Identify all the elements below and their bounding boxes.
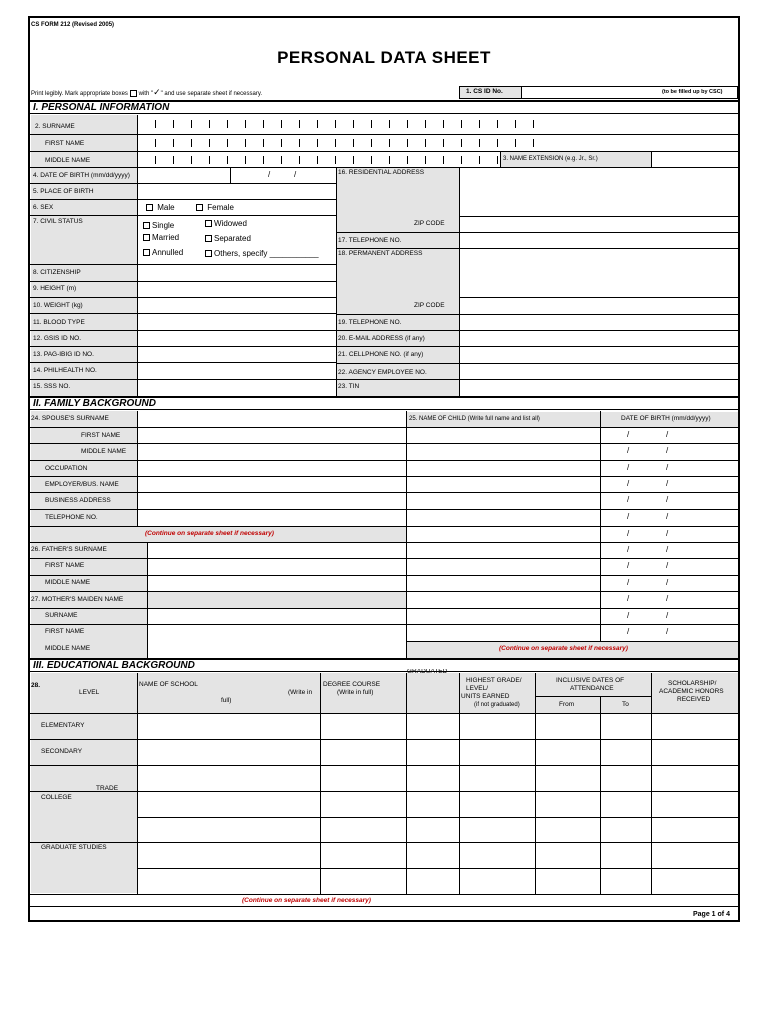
mother-first-name-input[interactable] (148, 625, 405, 641)
education-school-input[interactable] (138, 843, 320, 868)
char-box-tick (173, 120, 174, 128)
continue-note: (Continue on separate sheet if necessary) (499, 645, 628, 652)
name-extension-input[interactable] (652, 152, 738, 167)
dob-separator: / (627, 479, 630, 488)
char-box-tick (227, 139, 228, 147)
mother-middle-name-label: MIDDLE NAME (45, 645, 91, 652)
dob-separator: / (627, 512, 630, 521)
dob-separator: / (627, 495, 630, 504)
telephone-label: 19. TELEPHONE NO. (338, 319, 402, 326)
civil-single-option[interactable]: Single (143, 222, 174, 230)
char-box-tick (299, 156, 300, 164)
spouse-surname-label: 24. SPOUSE'S SURNAME (31, 415, 109, 422)
page-title: PERSONAL DATA SHEET (277, 48, 491, 67)
dob-separator: / (666, 578, 669, 587)
char-box-tick (335, 156, 336, 164)
education-degree-input[interactable] (321, 766, 406, 791)
child-dob-input[interactable] (601, 543, 738, 558)
dob-separator: / (666, 479, 669, 488)
char-box-tick (335, 139, 336, 147)
education-highest-grade-input[interactable] (460, 740, 535, 765)
char-box-tick (425, 156, 426, 164)
dob-separator: / (627, 561, 630, 570)
education-highest-grade-input[interactable] (460, 818, 535, 842)
child-name-input[interactable] (407, 576, 599, 591)
checkbox-icon[interactable] (143, 222, 150, 229)
char-box-tick (407, 120, 408, 128)
char-box-tick (209, 139, 210, 147)
occupation-label: OCCUPATION (45, 465, 88, 472)
from-header: From (559, 701, 575, 708)
education-school-input[interactable] (138, 766, 320, 791)
education-year-graduated-input[interactable] (407, 792, 459, 817)
highest-grade-header: HIGHEST GRADE/ (466, 677, 522, 684)
char-box-tick (281, 156, 282, 164)
first-name-input[interactable] (138, 135, 538, 151)
education-school-input[interactable] (138, 818, 320, 842)
education-year-graduated-input[interactable] (407, 714, 459, 739)
education-degree-input[interactable] (321, 869, 406, 894)
mother-middle-name-input[interactable] (148, 642, 405, 657)
spouse-first-name-input[interactable] (138, 428, 405, 443)
year-graduated-header: GRADUATED (407, 669, 448, 674)
height-label: 9. HEIGHT (m) (33, 285, 77, 292)
occupation-input[interactable] (138, 461, 405, 476)
residential-telephone-input[interactable] (460, 233, 738, 248)
highest-grade-header: UNITS EARNED (461, 693, 510, 700)
checkbox-icon[interactable] (143, 234, 150, 241)
child-name-input[interactable] (407, 592, 599, 608)
child-name-input[interactable] (407, 559, 599, 575)
children-header: 25. NAME OF CHILD (Write full name and list all) (409, 416, 540, 422)
permanent-zip-input[interactable] (460, 298, 738, 314)
section-educational-background: III. EDUCATIONAL BACKGROUND (30, 658, 738, 672)
char-box-tick (263, 139, 264, 147)
char-box-tick (317, 120, 318, 128)
highest-grade-header: LEVEL/ (466, 685, 489, 692)
sss-input[interactable] (138, 380, 335, 395)
sex-male-option[interactable]: Male (146, 204, 175, 212)
dob-separator: / (666, 446, 669, 455)
education-from-date-input[interactable] (536, 818, 600, 842)
continue-note: (Continue on separate sheet if necessary) (242, 897, 371, 904)
dob-separator: / (666, 430, 669, 439)
pagibig-input[interactable] (138, 347, 335, 362)
cs-id-note: (to be filled up by CSC) (662, 89, 723, 95)
char-box-tick (209, 120, 210, 128)
char-box-tick (461, 156, 462, 164)
tin-input[interactable] (460, 380, 738, 395)
education-to-date-input[interactable] (601, 714, 651, 739)
child-dob-input[interactable] (601, 493, 738, 509)
father-surname-label: 26. FATHER'S SURNAME (31, 546, 107, 553)
char-box-tick (155, 156, 156, 164)
char-box-tick (353, 156, 354, 164)
char-box-tick (461, 139, 462, 147)
civil-separated-option[interactable]: Separated (205, 235, 251, 243)
child-dob-input[interactable] (601, 444, 738, 460)
education-highest-grade-input[interactable] (460, 714, 535, 739)
char-box-tick (263, 120, 264, 128)
school-header-note: (Write in (288, 689, 313, 696)
dob-separator: / (627, 529, 630, 538)
char-box-tick (245, 120, 246, 128)
civil-married-option[interactable]: Married (143, 234, 179, 242)
civil-others-option[interactable]: Others, specify ___________ (205, 250, 319, 258)
checkbox-icon[interactable] (205, 235, 212, 242)
education-scholarship-input[interactable] (652, 714, 738, 739)
spouse-surname-input[interactable] (138, 412, 405, 427)
to-header: To (622, 701, 629, 708)
char-box-tick (479, 139, 480, 147)
school-header: NAME OF SCHOOL (139, 681, 198, 688)
education-degree-input[interactable] (321, 843, 406, 868)
email-input[interactable] (460, 331, 738, 346)
char-box-tick (281, 120, 282, 128)
dob-separator: / (627, 627, 630, 636)
char-box-tick (425, 120, 426, 128)
char-box-tick (533, 120, 534, 128)
education-degree-input[interactable] (321, 740, 406, 765)
cs-id-label: 1. CS ID No. (466, 88, 503, 95)
char-box-tick (191, 120, 192, 128)
inclusive-dates-header: ATTENDANCE (570, 685, 614, 692)
pob-label: 5. PLACE OF BIRTH (33, 188, 94, 195)
education-from-date-input[interactable] (536, 766, 600, 791)
education-scholarship-input[interactable] (652, 869, 738, 894)
checkmark-icon: ✓ (153, 87, 161, 97)
education-school-input[interactable] (138, 714, 320, 739)
education-year-graduated-input[interactable] (407, 869, 459, 894)
child-dob-input[interactable] (601, 510, 738, 526)
dob-separator: / (666, 545, 669, 554)
char-box-tick (209, 156, 210, 164)
permanent-address-input[interactable] (460, 249, 738, 297)
char-box-tick (281, 139, 282, 147)
child-name-input[interactable] (407, 428, 599, 443)
char-box-tick (263, 156, 264, 164)
mother-maiden-name-label: 27. MOTHER'S MAIDEN NAME (31, 596, 124, 603)
dob-separator: / (627, 463, 630, 472)
permanent-address-label: 18. PERMANENT ADDRESS (338, 250, 423, 257)
child-dob-input[interactable] (601, 609, 738, 624)
residential-zip-input[interactable] (460, 217, 738, 232)
section-family-background: II. FAMILY BACKGROUND (30, 396, 738, 410)
sex-label: 6. SEX (33, 204, 54, 211)
char-box-tick (371, 120, 372, 128)
surname-label: 2. SURNAME (35, 123, 75, 130)
zip-code-label: ZIP CODE (414, 220, 445, 227)
section-personal-information: I. PERSONAL INFORMATION (30, 100, 738, 114)
child-dob-header: DATE OF BIRTH (mm/dd/yyyy) (621, 415, 711, 422)
spouse-telephone-label: TELEPHONE NO. (45, 514, 98, 521)
telephone-label: 17. TELEPHONE NO. (338, 237, 402, 244)
education-highest-grade-input[interactable] (460, 843, 535, 868)
mother-surname-input[interactable] (148, 609, 405, 624)
education-scholarship-input[interactable] (652, 740, 738, 765)
philhealth-input[interactable] (138, 363, 335, 379)
civil-annulled-option[interactable]: Annulled (143, 249, 183, 257)
philhealth-label: 14. PHILHEALTH NO. (33, 367, 97, 374)
char-box-tick (479, 156, 480, 164)
highest-grade-header-note: (if not graduated) (474, 702, 520, 708)
child-name-input[interactable] (407, 609, 599, 624)
child-dob-input[interactable] (601, 625, 738, 641)
child-dob-input[interactable] (601, 559, 738, 575)
char-box-tick (245, 139, 246, 147)
cellphone-input[interactable] (460, 347, 738, 363)
char-box-tick (515, 120, 516, 128)
sex-female-option[interactable]: Female (196, 204, 234, 212)
education-scholarship-input[interactable] (652, 766, 738, 791)
char-box-tick (389, 139, 390, 147)
first-name-label: FIRST NAME (45, 140, 85, 147)
char-box-tick (443, 120, 444, 128)
char-box-tick (227, 120, 228, 128)
dob-separator: / (666, 463, 669, 472)
char-box-tick (461, 120, 462, 128)
dob-separator: / (666, 495, 669, 504)
agency-employee-no-label: 22. AGENCY EMPLOYEE NO. (338, 369, 427, 376)
char-box-tick (443, 139, 444, 147)
education-to-date-input[interactable] (601, 766, 651, 791)
education-year-graduated-input[interactable] (407, 843, 459, 868)
education-year-graduated-input[interactable] (407, 766, 459, 791)
dob-separator: / (666, 512, 669, 521)
zip-code-label: ZIP CODE (414, 302, 445, 309)
checkbox-icon[interactable] (205, 250, 212, 257)
education-year-graduated-input[interactable] (407, 740, 459, 765)
char-box-tick (191, 156, 192, 164)
char-box-tick (389, 120, 390, 128)
dob-separator: / (666, 529, 669, 538)
father-surname-input[interactable] (148, 543, 405, 558)
child-name-input[interactable] (407, 461, 599, 476)
mother-surname-label: SURNAME (45, 612, 78, 619)
char-box-tick (497, 139, 498, 147)
education-scholarship-input[interactable] (652, 818, 738, 842)
citizenship-input[interactable] (138, 265, 335, 281)
char-box-tick (353, 139, 354, 147)
level-college: COLLEGE (41, 794, 72, 801)
pob-input[interactable] (138, 184, 335, 199)
char-box-tick (479, 120, 480, 128)
sss-label: 15. SSS NO. (33, 383, 71, 390)
char-box-tick (515, 139, 516, 147)
dob-separator: / (666, 561, 669, 570)
education-to-date-input[interactable] (601, 792, 651, 817)
child-dob-input[interactable] (601, 576, 738, 591)
char-box-tick (299, 139, 300, 147)
child-name-input[interactable] (407, 625, 599, 641)
level-secondary: SECONDARY (41, 748, 83, 755)
education-highest-grade-input[interactable] (460, 792, 535, 817)
permanent-telephone-input[interactable] (460, 315, 738, 330)
dob-separator: / (268, 170, 271, 179)
degree-header: DEGREE COURSE (323, 681, 381, 688)
school-header-note: full) (221, 697, 232, 704)
dob-separator: / (627, 611, 630, 620)
education-year-graduated-input[interactable] (407, 818, 459, 842)
child-name-input[interactable] (407, 510, 599, 526)
education-to-date-input[interactable] (601, 869, 651, 894)
instructions: Print legibly. Mark appropriate boxes with "✓" and use separate sheet if necessary. (31, 87, 263, 97)
char-box-tick (407, 139, 408, 147)
item-28-label: 28. (31, 682, 41, 689)
father-middle-name-label: MIDDLE NAME (45, 579, 91, 586)
blood-type-input[interactable] (138, 314, 335, 330)
checkbox-icon[interactable] (205, 220, 212, 227)
education-from-date-input[interactable] (536, 869, 600, 894)
child-name-input[interactable] (407, 477, 599, 492)
name-extension-label: 3. NAME EXTENSION (e.g. Jr., Sr.) (503, 156, 598, 162)
child-dob-input[interactable] (601, 428, 738, 443)
level-trade: TRADE (96, 785, 119, 792)
level-elementary: ELEMENTARY (41, 722, 85, 729)
child-dob-input[interactable] (601, 477, 738, 492)
char-box-tick (317, 156, 318, 164)
char-box-tick (497, 156, 498, 164)
employer-label: EMPLOYER/BUS. NAME (45, 481, 119, 488)
dob-separator: / (627, 430, 630, 439)
dob-separator: / (627, 578, 630, 587)
education-school-input[interactable] (138, 792, 320, 817)
education-from-date-input[interactable] (536, 792, 600, 817)
email-label: 20. E-MAIL ADDRESS (if any) (338, 335, 425, 342)
char-box-tick (173, 156, 174, 164)
residential-address-label: 16. RESIDENTIAL ADDRESS (338, 169, 425, 176)
dob-separator: / (627, 446, 630, 455)
continue-note: (Continue on separate sheet if necessary) (145, 530, 274, 537)
child-dob-input[interactable] (601, 527, 738, 542)
char-box-tick (443, 156, 444, 164)
education-to-date-input[interactable] (601, 818, 651, 842)
height-input[interactable] (138, 282, 335, 297)
char-box-tick (317, 139, 318, 147)
spouse-telephone-input[interactable] (138, 510, 405, 525)
mother-first-name-label: FIRST NAME (45, 628, 85, 635)
scholarship-header: SCHOLARSHIP/ (668, 680, 717, 687)
weight-input[interactable] (138, 298, 335, 313)
checkbox-icon[interactable] (196, 204, 203, 211)
level-graduate-studies: GRADUATE STUDIES (41, 844, 107, 851)
char-box-tick (353, 120, 354, 128)
employer-input[interactable] (138, 477, 405, 492)
level-header: LEVEL (79, 689, 100, 696)
education-degree-input[interactable] (321, 714, 406, 739)
child-name-input[interactable] (407, 444, 599, 460)
education-highest-grade-input[interactable] (460, 869, 535, 894)
father-middle-name-input[interactable] (148, 575, 405, 591)
middle-name-input[interactable] (138, 152, 498, 167)
gsis-label: 12. GSIS ID NO. (33, 335, 82, 342)
char-box-tick (497, 120, 498, 128)
child-name-input[interactable] (407, 543, 599, 558)
child-dob-input[interactable] (601, 592, 738, 608)
checkbox-icon[interactable] (143, 249, 150, 256)
inclusive-dates-header: INCLUSIVE DATES OF (556, 677, 625, 684)
education-from-date-input[interactable] (536, 843, 600, 868)
residential-address-input[interactable] (460, 168, 738, 216)
weight-label: 10. WEIGHT (kg) (33, 302, 83, 309)
spouse-middle-name-input[interactable] (138, 444, 405, 460)
char-box-tick (173, 139, 174, 147)
civil-status-label: 7. CIVIL STATUS (33, 218, 83, 225)
dob-label: 4. DATE OF BIRTH (mm/dd/yyyy) (33, 172, 130, 179)
char-box-tick (533, 139, 534, 147)
char-box-tick (389, 156, 390, 164)
form-code: CS FORM 212 (Revised 2005) (31, 22, 115, 28)
child-dob-input[interactable] (601, 461, 738, 476)
business-address-label: BUSINESS ADDRESS (45, 497, 111, 504)
char-box-tick (227, 156, 228, 164)
education-from-date-input[interactable] (536, 740, 600, 765)
father-first-name-input[interactable] (148, 559, 405, 574)
dob-separator: / (666, 611, 669, 620)
cellphone-label: 21. CELLPHONE NO. (if any) (338, 351, 424, 358)
education-degree-input[interactable] (321, 792, 406, 817)
dob-input[interactable] (231, 168, 335, 183)
spouse-middle-name-label: MIDDLE NAME (81, 448, 127, 455)
char-box-tick (407, 156, 408, 164)
dob-separator: / (666, 594, 669, 603)
char-box-tick (371, 139, 372, 147)
blood-type-label: 11. BLOOD TYPE (33, 319, 85, 326)
child-name-input[interactable] (407, 527, 599, 542)
char-box-tick (371, 156, 372, 164)
dob-separator: / (627, 545, 630, 554)
education-school-input[interactable] (138, 740, 320, 765)
char-box-tick (191, 139, 192, 147)
father-first-name-label: FIRST NAME (45, 562, 85, 569)
education-scholarship-input[interactable] (652, 792, 738, 817)
checkbox-icon[interactable] (146, 204, 153, 211)
middle-name-label: MIDDLE NAME (45, 157, 91, 164)
education-school-input[interactable] (138, 869, 320, 894)
surname-input[interactable] (138, 116, 538, 134)
agency-employee-no-input[interactable] (460, 364, 738, 379)
dob-separator: / (666, 627, 669, 636)
education-from-date-input[interactable] (536, 714, 600, 739)
char-box-tick (425, 139, 426, 147)
citizenship-label: 8. CITIZENSHIP (33, 269, 81, 276)
char-box-tick (335, 120, 336, 128)
education-degree-input[interactable] (321, 818, 406, 842)
spouse-first-name-label: FIRST NAME (81, 432, 121, 439)
char-box-tick (299, 120, 300, 128)
char-box-tick (155, 139, 156, 147)
dob-separator: / (627, 594, 630, 603)
education-to-date-input[interactable] (601, 843, 651, 868)
degree-header-note: (Write in full) (337, 689, 374, 696)
education-to-date-input[interactable] (601, 740, 651, 765)
child-name-input[interactable] (407, 493, 599, 509)
pagibig-label: 13. PAG-IBIG ID NO. (33, 351, 94, 358)
page-number: Page 1 of 4 (693, 911, 730, 918)
dob-separator: / (294, 170, 297, 179)
education-scholarship-input[interactable] (652, 843, 738, 868)
education-highest-grade-input[interactable] (460, 766, 535, 791)
scholarship-header: ACADEMIC HONORS (659, 688, 724, 695)
business-address-input[interactable] (138, 493, 405, 509)
scholarship-header: RECEIVED (677, 696, 711, 703)
char-box-tick (245, 156, 246, 164)
tin-label: 23. TIN (338, 383, 360, 390)
civil-widowed-option[interactable]: Widowed (205, 220, 247, 228)
gsis-input[interactable] (138, 331, 335, 346)
char-box-tick (155, 120, 156, 128)
